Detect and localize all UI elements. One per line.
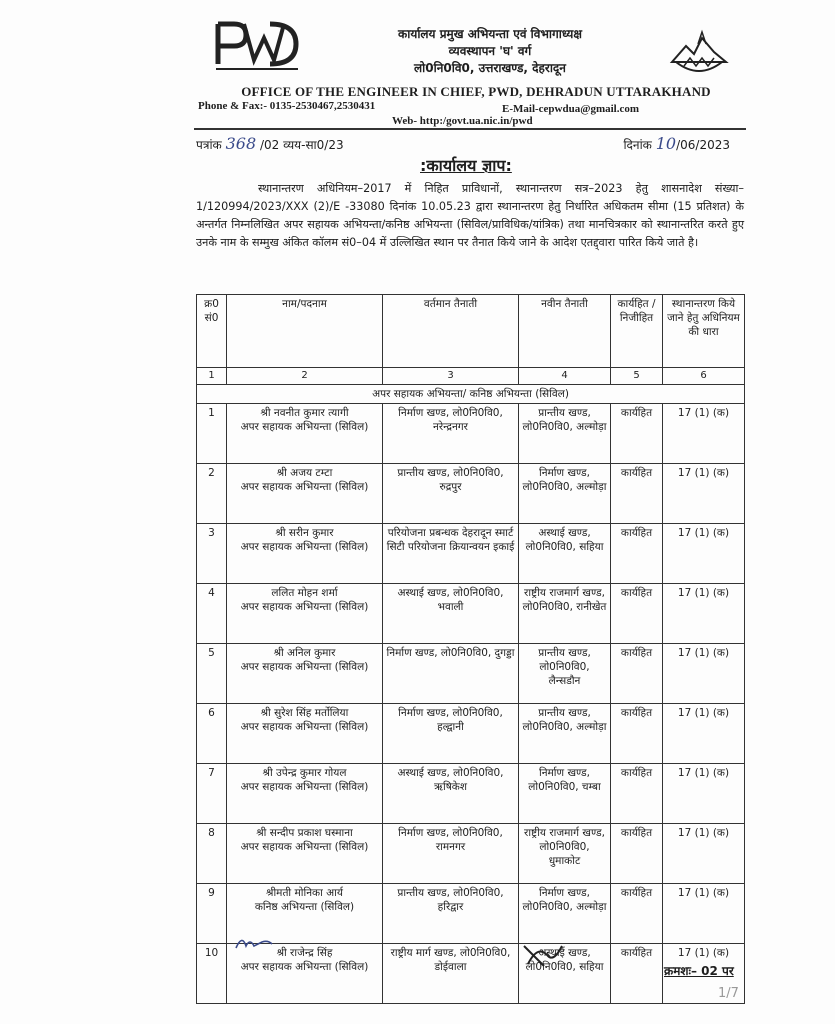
employee-name: ललित मोहन शर्मा	[271, 587, 338, 599]
uttarakhand-emblem	[668, 28, 730, 84]
section-heading: अपर सहायक अभियन्ता/ कनिष्ठ अभियन्ता (सिविल)	[197, 385, 745, 404]
employee-designation: अपर सहायक अभियन्ता (सिविल)	[240, 601, 369, 613]
serial-number-cell: 9	[197, 884, 227, 944]
employee-name: श्री राजेन्द्र सिंह	[276, 947, 333, 959]
date-rest: /06/2023	[676, 138, 730, 152]
interest-cell: कार्यहित	[611, 944, 663, 1004]
employee-designation: कनिष्ठ अभियन्ता (सिविल)	[254, 901, 355, 913]
header-divider	[194, 128, 746, 130]
act-section-cell: 17 (1) (क)	[663, 824, 745, 884]
employee-designation: अपर सहायक अभियन्ता (सिविल)	[240, 961, 369, 973]
employee-name: श्री अजय टम्टा	[276, 467, 333, 479]
act-section-cell: 17 (1) (क)	[663, 704, 745, 764]
employee-designation: अपर सहायक अभियन्ता (सिविल)	[240, 661, 369, 673]
current-posting-cell: अस्थाई खण्ड, लो0नि0वि0, भवाली	[383, 584, 519, 644]
table-row	[197, 884, 745, 944]
header-current-posting: वर्तमान तैनाती	[383, 295, 519, 368]
col-number: 5	[611, 368, 663, 385]
new-posting-cell: प्रान्तीय खण्ड, लो0नि0वि0, लैन्सडौन	[519, 644, 611, 704]
current-posting-cell: निर्माण खण्ड, लो0नि0वि0, नरेन्द्रनगर	[383, 404, 519, 464]
employee-name: श्री उपेन्द्र कुमार गोयल	[262, 767, 347, 779]
current-posting-cell: प्रान्तीय खण्ड, लो0नि0वि0, रुद्रपुर	[383, 464, 519, 524]
act-section-cell: 17 (1) (क)	[663, 584, 745, 644]
hindi-office-header	[330, 26, 650, 77]
name-designation-cell	[227, 524, 383, 584]
act-section-cell: 17 (1) (क)	[663, 884, 745, 944]
page-indicator: 1/7	[718, 986, 739, 1001]
interest-cell: कार्यहित	[611, 884, 663, 944]
current-posting-cell: परियोजना प्रबन्धक देहरादून स्मार्ट सिटी परियोजना क्रियान्वयन इकाई	[383, 524, 519, 584]
employee-name: श्री नवनीत कुमार त्यागी	[260, 407, 349, 419]
serial-number-cell: 5	[197, 644, 227, 704]
officer-signature	[518, 940, 568, 972]
new-posting-cell: प्रान्तीय खण्ड, लो0नि0वि0, अल्मोड़ा	[519, 404, 611, 464]
employee-name: श्री सन्दीप प्रकाश घस्माना	[256, 827, 353, 839]
interest-cell: कार्यहित	[611, 584, 663, 644]
employee-designation: अपर सहायक अभियन्ता (सिविल)	[240, 781, 369, 793]
interest-cell: कार्यहित	[611, 704, 663, 764]
new-posting-cell: अस्थाई खण्ड, लो0नि0वि0, सहिया	[519, 944, 611, 1004]
table-row	[197, 824, 745, 884]
serial-number-cell: 10	[197, 944, 227, 1004]
new-posting-cell: निर्माण खण्ड, लो0नि0वि0, चम्बा	[519, 764, 611, 824]
name-designation-cell	[227, 404, 383, 464]
date-label: दिनांक	[623, 138, 652, 152]
memo-title: :कार्यालय ज्ञाप:	[420, 156, 512, 175]
act-section-cell: 17 (1) (क)	[663, 464, 745, 524]
employee-name: श्री अनिल कुमार	[273, 647, 336, 659]
serial-number-cell: 4	[197, 584, 227, 644]
col-number: 6	[663, 368, 745, 385]
table-row	[197, 404, 745, 464]
hindi-header-line-3: लो0नि0वि0, उत्तराखण्ड, देहरादून	[414, 61, 566, 75]
serial-number-cell: 1	[197, 404, 227, 464]
employee-name: श्री सुरेश सिंह मर्तोलिया	[260, 707, 349, 719]
interest-cell: कार्यहित	[611, 764, 663, 824]
current-posting-cell: निर्माण खण्ड, लो0नि0वि0, दुगड्डा	[383, 644, 519, 704]
table-row	[197, 764, 745, 824]
col-number: 3	[383, 368, 519, 385]
website: Web- http:/govt.ua.nic.in/pwd	[392, 115, 533, 127]
english-office-title: OFFICE OF THE ENGINEER IN CHIEF, PWD, DEHRADUN UTTARAKHAND	[241, 84, 711, 99]
serial-number-cell: 2	[197, 464, 227, 524]
table-header-row	[197, 295, 745, 368]
initials-signature	[234, 932, 274, 952]
interest-cell: कार्यहित	[611, 824, 663, 884]
table-row	[197, 524, 745, 584]
name-designation-cell	[227, 644, 383, 704]
date-block	[623, 134, 730, 153]
interest-cell: कार्यहित	[611, 404, 663, 464]
memo-paragraph: स्थानान्तरण अधिनियम–2017 में निहित प्राविधानों, स्थानान्तरण सत्र–2023 हेतु शासनादेश संख्या–1/120994/2023/XXX (2)/E -33080 दिनांक 10.05.23 द्वारा स्थानान्तरण हेतु निर्धारित अधिकतम सीमा (15 प्रतिशत) के अन्तर्गत निम्नलिखित अपर सहायक अभियन्ता/कनिष्ठ अभियन्ता (सिविल/प्राविधिक/यांत्रिक) तथा मानचित्रकार को स्थानान्तरित करते हुए उनके नाम के सम्मुख अंकित कॉलम सं0–04 में उल्लिखित स्थान पर तैनात किये जाने के आदेश एतद्द्वारा पारित किये जाते है।	[196, 182, 744, 249]
name-designation-cell	[227, 764, 383, 824]
act-section-cell: 17 (1) (क)	[663, 644, 745, 704]
email-address: E-Mail-cepwdua@gmail.com	[502, 103, 640, 115]
table-row	[197, 584, 745, 644]
serial-number-cell: 6	[197, 704, 227, 764]
name-designation-cell	[227, 464, 383, 524]
current-posting-cell: राष्ट्रीय मार्ग खण्ड, लो0नि0वि0, डोईवाला	[383, 944, 519, 1004]
act-section-cell: 17 (1) (क)	[663, 404, 745, 464]
table-row	[197, 464, 745, 524]
serial-number-cell: 8	[197, 824, 227, 884]
act-section-cell: 17 (1) (क)	[663, 524, 745, 584]
current-posting-cell: निर्माण खण्ड, लो0नि0वि0, हल्द्वानी	[383, 704, 519, 764]
header-act-section: स्थानान्तरण किये जाने हेतु अधिनियम की धारा	[663, 295, 745, 368]
table-row	[197, 704, 745, 764]
hindi-header-line-2: व्यवस्थापन 'घ' वर्ग	[448, 44, 532, 58]
new-posting-cell: प्रान्तीय खण्ड, लो0नि0वि0, अल्मोड़ा	[519, 704, 611, 764]
new-posting-cell: राष्ट्रीय राजमार्ग खण्ड, लो0नि0वि0, रानीखेत	[519, 584, 611, 644]
name-designation-cell	[227, 944, 383, 1004]
ref-label: पत्रांक	[196, 138, 222, 152]
new-posting-cell: निर्माण खण्ड, लो0नि0वि0, अल्मोड़ा	[519, 884, 611, 944]
serial-number-cell: 7	[197, 764, 227, 824]
act-section-cell: 17 (1) (क)	[663, 764, 745, 824]
name-designation-cell	[227, 824, 383, 884]
header-interest: कार्यहित / निजीहित	[611, 295, 663, 368]
employee-name: श्रीमती मोनिका आर्य	[266, 887, 343, 899]
header-sn: क्र0 सं0	[197, 295, 227, 368]
table-row	[197, 644, 745, 704]
current-posting-cell: प्रान्तीय खण्ड, लो0नि0वि0, हरिद्वार	[383, 884, 519, 944]
pwd-logo	[214, 20, 300, 72]
continued-note: क्रमशः– 02 पर	[664, 964, 734, 978]
employee-designation: अपर सहायक अभियन्ता (सिविल)	[240, 541, 369, 553]
employee-designation: अपर सहायक अभियन्ता (सिविल)	[240, 721, 369, 733]
employee-designation: अपर सहायक अभियन्ता (सिविल)	[240, 421, 369, 433]
ref-suffix: /02 व्यय-सा0/23	[259, 138, 344, 152]
new-posting-cell: निर्माण खण्ड, लो0नि0वि0, अल्मोड़ा	[519, 464, 611, 524]
date-day: 10	[655, 134, 677, 153]
name-designation-cell	[227, 584, 383, 644]
ref-number: 368	[225, 134, 257, 153]
interest-cell: कार्यहित	[611, 464, 663, 524]
col-number: 1	[197, 368, 227, 385]
employee-designation: अपर सहायक अभियन्ता (सिविल)	[240, 481, 369, 493]
col-number: 4	[519, 368, 611, 385]
phone-fax: Phone & Fax:- 0135-2530467,2530431	[198, 100, 376, 112]
serial-number-cell: 3	[197, 524, 227, 584]
hindi-header-line-1: कार्यालय प्रमुख अभियन्ता एवं विभागाध्यक्ष	[398, 27, 582, 41]
act-section-cell: 17 (1) (क)	[663, 944, 745, 1004]
employee-designation: अपर सहायक अभियन्ता (सिविल)	[240, 841, 369, 853]
column-number-row	[197, 368, 745, 385]
new-posting-cell: अस्थाई खण्ड, लो0नि0वि0, सहिया	[519, 524, 611, 584]
current-posting-cell: निर्माण खण्ड, लो0नि0वि0, रामनगर	[383, 824, 519, 884]
table-row	[197, 944, 745, 1004]
current-posting-cell: अस्थाई खण्ड, लो0नि0वि0, ऋषिकेश	[383, 764, 519, 824]
header-name: नाम/पदनाम	[227, 295, 383, 368]
header-new-posting: नवीन तैनाती	[519, 295, 611, 368]
transfer-table	[196, 294, 745, 1004]
name-designation-cell	[227, 704, 383, 764]
employee-name: श्री सरीन कुमार	[275, 527, 334, 539]
reference-line	[196, 134, 748, 153]
interest-cell: कार्यहित	[611, 524, 663, 584]
col-number: 2	[227, 368, 383, 385]
interest-cell: कार्यहित	[611, 644, 663, 704]
section-heading-row	[197, 385, 745, 404]
new-posting-cell: राष्ट्रीय राजमार्ग खण्ड, लो0नि0वि0, धुमाकोट	[519, 824, 611, 884]
